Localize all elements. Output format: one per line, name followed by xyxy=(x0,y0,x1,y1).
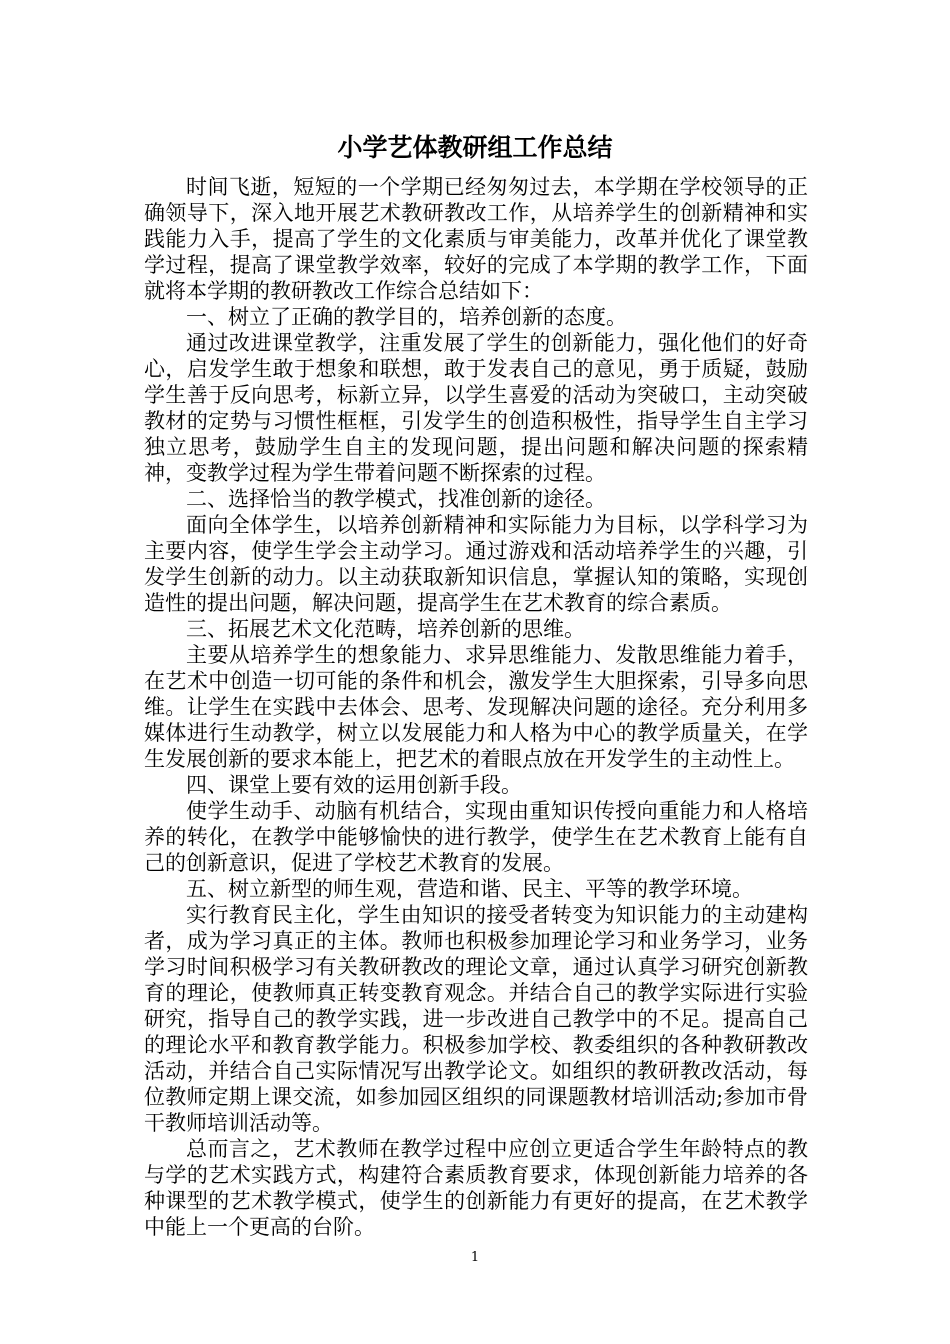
paragraph-section-2: 面向全体学生，以培养创新精神和实际能力为目标，以学科学习为主要内容，使学生学会主动学习。通过游戏和活动培养学生的兴趣，引发学生创新的动力。以主动获取新知识信息，掌握认知的策略，实现创造性的提出问题，解决问题，提高学生在艺术教育的综合素质。 xyxy=(144,513,808,615)
paragraph-section-3: 主要从培养学生的想象能力、求异思维能力、发散思维能力着手，在艺术中创造一切可能的条件和机会，激发学生大胆探索，引导多向思维。让学生在实践中去体会、思考、发现解决问题的途径。充分利用多媒体进行生动教学，树立以发展能力和人格为中心的教学质量关，在学生发展创新的要求本能上，把艺术的着眼点放在开发学生的主动性上。 xyxy=(144,643,808,771)
section-heading-3: 三、拓展艺术文化范畴，培养创新的思维。 xyxy=(186,617,585,641)
paragraph-section-5: 实行教育民主化，学生由知识的接受者转变为知识能力的主动建构者，成为学习真正的主体。教师也积极参加理论学习和业务学习，业务学习时间积极学习有关教研教改的理论文章，通过认真学习研究创新教育的理论，使教师真正转变教育观念。并结合自己的教学实际进行实验研究，指导自己的教学实践，进一步改进自己教学中的不足。提高自己的理论水平和教育教学能力。积极参加学校、教委组织的各种教研教改活动，并结合自己实际情况写出教学论文。如组织的教研教改活动，每位教师定期上课交流，如参加园区组织的同课题教材培训活动;参加市骨干教师培训活动等。 xyxy=(144,903,808,1135)
paragraph-section-1: 通过改进课堂教学，注重发展了学生的创新能力，强化他们的好奇心，启发学生敢于想象和联想，敢于发表自己的意见，勇于质疑，鼓励学生善于反向思考，标新立异，以学生喜爱的活动为突破口，主动突破教材的定势与习惯性框框，引发学生的创造积极性，指导学生自主学习独立思考，鼓励学生自主的发现问题，提出问题和解决问题的探索精神，变教学过程为学生带着问题不断探索的过程。 xyxy=(144,331,808,485)
paragraph-intro: 时间飞逝，短短的一个学期已经匆匆过去，本学期在学校领导的正确领导下，深入地开展艺术教研教改工作，从培养学生的创新精神和实践能力入手，提高了学生的文化素质与审美能力，改革并优化了课堂教学过程，提高了课堂教学效率，较好的完成了本学期的教学工作，下面就将本学期的教研教改工作综合总结如下： xyxy=(144,175,808,303)
section-heading-4: 四、课堂上要有效的运用创新手段。 xyxy=(186,773,522,797)
paragraph-section-4: 使学生动手、动脑有机结合，实现由重知识传授向重能力和人格培养的转化，在教学中能够愉快的进行教学，使学生在艺术教育上能有自己的创新意识，促进了学校艺术教育的发展。 xyxy=(144,799,808,875)
document-title: 小学艺体教研组工作总结 xyxy=(337,133,613,162)
paragraph-conclusion: 总而言之，艺术教师在教学过程中应创立更适合学生年龄特点的教与学的艺术实践方式，构建符合素质教育要求，体现创新能力培养的各种课型的艺术教学模式，使学生的创新能力有更好的提高，在艺术教学中能上一个更高的台阶。 xyxy=(144,1137,808,1239)
section-heading-2: 二、选择恰当的教学模式，找准创新的途径。 xyxy=(186,487,606,511)
page-number: 1 xyxy=(470,1250,480,1265)
section-heading-1: 一、树立了正确的教学目的，培养创新的态度。 xyxy=(186,305,627,329)
section-heading-5: 五、树立新型的师生观，营造和谐、民主、平等的教学环境。 xyxy=(186,877,753,901)
document-body xyxy=(144,174,808,1240)
